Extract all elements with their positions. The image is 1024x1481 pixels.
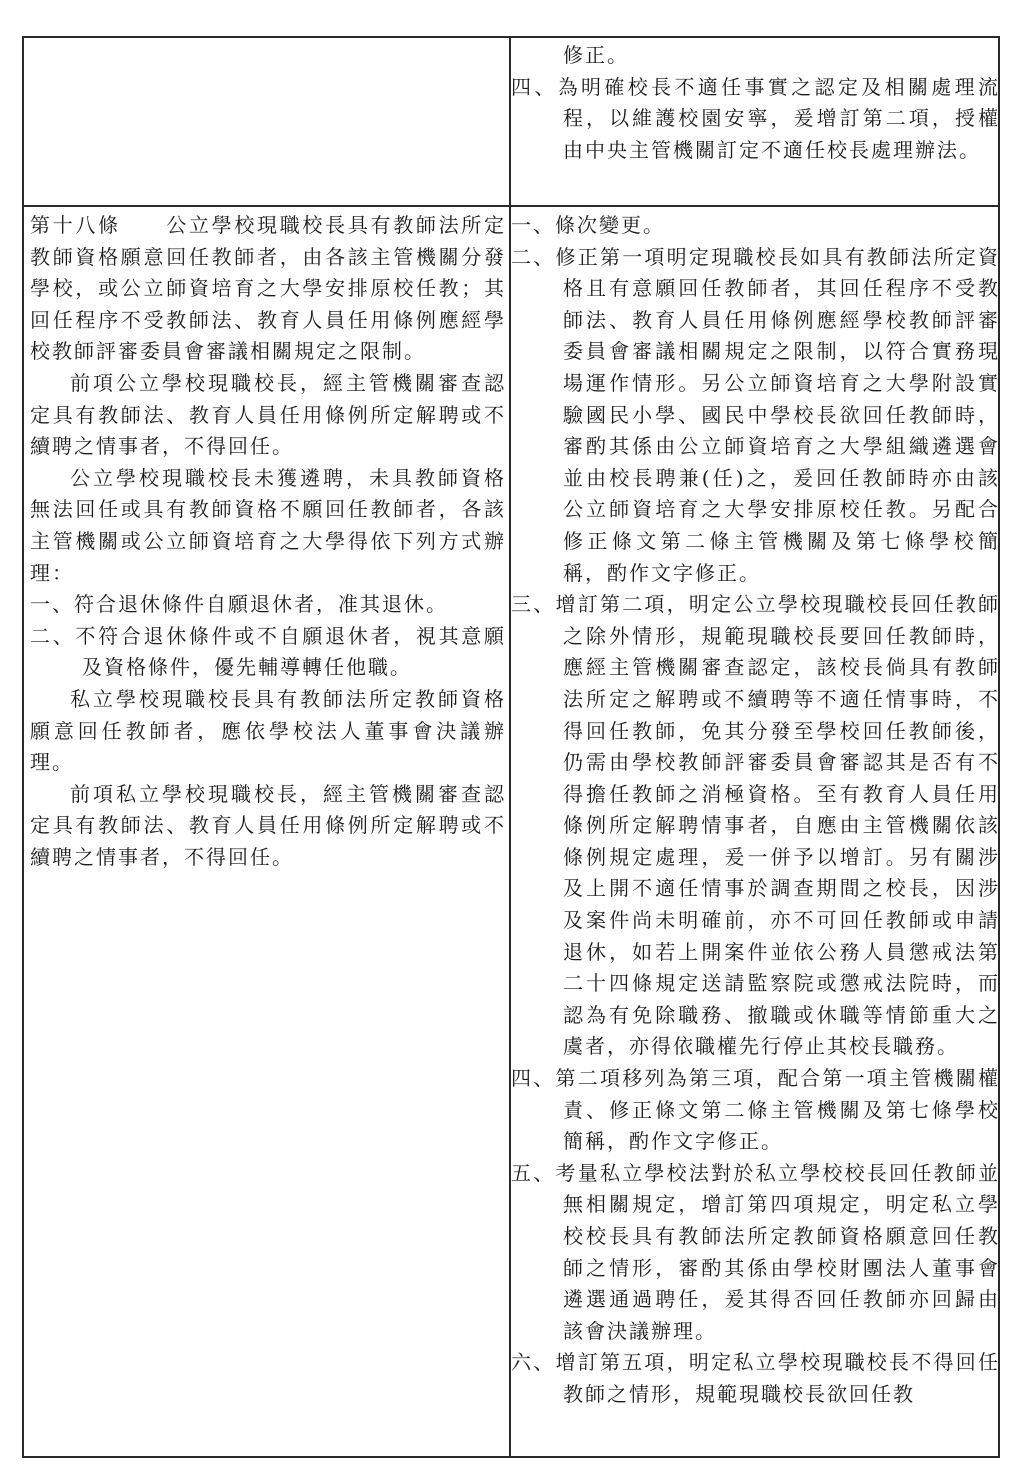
note-fragment: 修正。 <box>563 43 629 67</box>
article-paragraph-1: 第十八條 公立學校現職校長具有教師法所定教師資格願意回任教師者，由各該主管機關分發學校，或公立師資培育之大學安排原校任教；其回任程序不受教師法、教育人員任用條例應經學校教師評審委員會審議相關規定之限制。 <box>30 213 507 364</box>
top-right-cell <box>511 40 1000 166</box>
article-list-item-1: 一、符合退休條件自願退休者，准其退休。 <box>30 592 448 617</box>
row-divider <box>24 205 998 207</box>
note-item-5: 五、考量私立學校法對於私立學校校長回任教師並無相關規定，增訂第四項規定，明定私立學校校長具有教師法所定教師資格願意回任教師之情形，審酌其係由學校財團法人董事會遴選通過聘任，爰其得否回任教師亦回歸由該會決議辦理。 <box>511 1160 1000 1343</box>
note-item-4-top: 四、為明確校長不適任事實之認定及相關處理流程，以維護校園安寧，爰增訂第二項，授權由中央主管機關訂定不適任校長處理辦法。 <box>511 74 1000 162</box>
article-paragraph-2: 前項公立學校現職校長，經主管機關審查認定具有教師法、教育人員任用條例所定解聘或不續聘之情事者，不得回任。 <box>30 370 506 459</box>
article-paragraph-5: 前項私立學校現職校長，經主管機關審查認定具有教師法、教育人員任用條例所定解聘或不續聘之情事者，不得回任。 <box>30 781 506 869</box>
note-item-4: 四、第二項移列為第三項，配合第一項主管機關權責、修正條文第二條主管機關及第七條學校簡稱，酌作文字修正。 <box>511 1066 1000 1154</box>
article-paragraph-3: 公立學校現職校長未獲遴聘，未具教師資格無法回任或具有教師資格不願回任教師者，各該主管機關或公立師資培育之大學得依下列方式辦理： <box>30 465 506 585</box>
article-paragraph-4: 私立學校現職校長具有教師法所定教師資格願意回任教師者，應依學校法人董事會決議辦理。 <box>30 686 506 775</box>
note-item-6: 六、增訂第五項，明定私立學校現職校長不得回任教師之情形，規範現職校長欲回任教 <box>511 1350 1000 1406</box>
comparison-table <box>22 36 1000 1458</box>
article-title: 第十八條 <box>30 213 121 237</box>
explanation-cell <box>511 210 1000 1411</box>
note-item-3: 三、增訂第二項，明定公立學校現職校長回任教師之除外情形，規範現職校長要回任教師時，應經主管機關審查認定，該校長倘具有教師法所定之解聘或不續聘等不適任情事時，不得回任教師，免其分發至學校回任教師後，仍需由學校教師評審委員會審認其是否有不得擔任教師之消極資格。至有教育人員任用條例所定解聘情事者，自應由主管機關依該條例規定處理，爰一併予以增訂。另有關涉及上開不適任情事於調查期間之校長，因涉及案件尚未明確前，亦不可回任教師或申請退休，如若上開案件並依公務人員懲戒法第二十四條規定送請監察院或懲戒法院時，而認為有免除職務、撤職或休職等情節重大之虞者，亦得依職權先行停止其校長職務。 <box>511 592 1000 1059</box>
note-item-1: 一、條次變更。 <box>511 213 665 237</box>
article-text-cell <box>30 210 506 873</box>
article-list-item-2: 二、不符合退休條件或不自願退休者，視其意願及資格條件，優先輔導轉任他職。 <box>30 623 506 680</box>
note-item-2: 二、修正第一項明定現職校長如具有教師法所定資格且有意願回任教師者，其回任程序不受教師法、教育人員任用條例應經學校教師評審委員會審議相關規定之限制，以符合實務現場運作情形。另公立師資培育之大學附設實驗國民小學、國民中學校長欲回任教師時，審酌其係由公立師資培育之大學組織遴選會並由校長聘兼(任)之，爰回任教師時亦由該公立師資培育之大學安排原校任教。另配合修正條文第二條主管機關及第七條學校簡稱，酌作文字修正。 <box>511 244 1000 585</box>
